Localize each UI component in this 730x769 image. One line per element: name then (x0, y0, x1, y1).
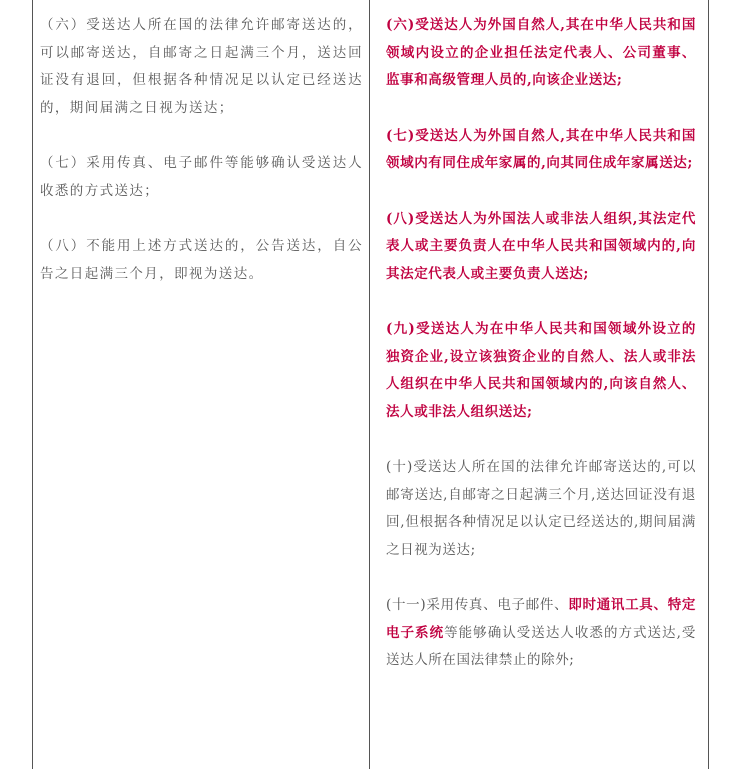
right-paragraph-11 (386, 592, 696, 675)
right-paragraph-6: (六)受送达人为外国自然人,其在中华人民共和国领域内设立的企业担任法定代表人、公司董事、监事和高级管理人员的,向该企业送达; (386, 17, 696, 88)
left-paragraph-7: （七）采用传真、电子邮件等能够确认受送达人收悉的方式送达； (40, 155, 363, 199)
left-column (40, 12, 363, 316)
right-paragraph-9: (九)受送达人为在中华人民共和国领域外设立的独资企业,设立该独资企业的自然人、法人或非法人组织在中华人民共和国领域内的,向该自然人、法人或非法人组织送达; (386, 321, 696, 420)
p11-highlight: 即时通讯工具、特定电子系统 (386, 597, 696, 641)
column-divider (369, 0, 370, 769)
p11-text-start: (十一)采用传真、电子邮件、 (386, 597, 569, 613)
p11-text-end: 等能够确认受送达人收悉的方式送达,受送达人所在国法律禁止的除外; (386, 624, 697, 668)
right-paragraph-7: (七)受送达人为外国自然人,其在中华人民共和国领域内有同住成年家属的,向其同住成年家属送达; (386, 127, 696, 171)
left-paragraph-6: （六）受送达人所在国的法律允许邮寄送达的，可以邮寄送达，自邮寄之日起满三个月，送达回证没有退回，但根据各种情况足以认定已经送达的，期间届满之日视为送达； (40, 17, 363, 116)
right-paragraph-10: (十)受送达人所在国的法律允许邮寄送达的,可以邮寄送达,自邮寄之日起满三个月,送达回证没有退回,但根据各种情况足以认定已经送达的,期间届满之日视为送达; (386, 459, 696, 558)
right-column (386, 12, 696, 703)
left-paragraph-8: （八）不能用上述方式送达的，公告送达，自公告之日起满三个月，即视为送达。 (40, 238, 363, 282)
right-paragraph-8: (八)受送达人为外国法人或非法人组织,其法定代表人或主要负责人在中华人民共和国领域内的,向其法定代表人或主要负责人送达; (386, 210, 696, 282)
